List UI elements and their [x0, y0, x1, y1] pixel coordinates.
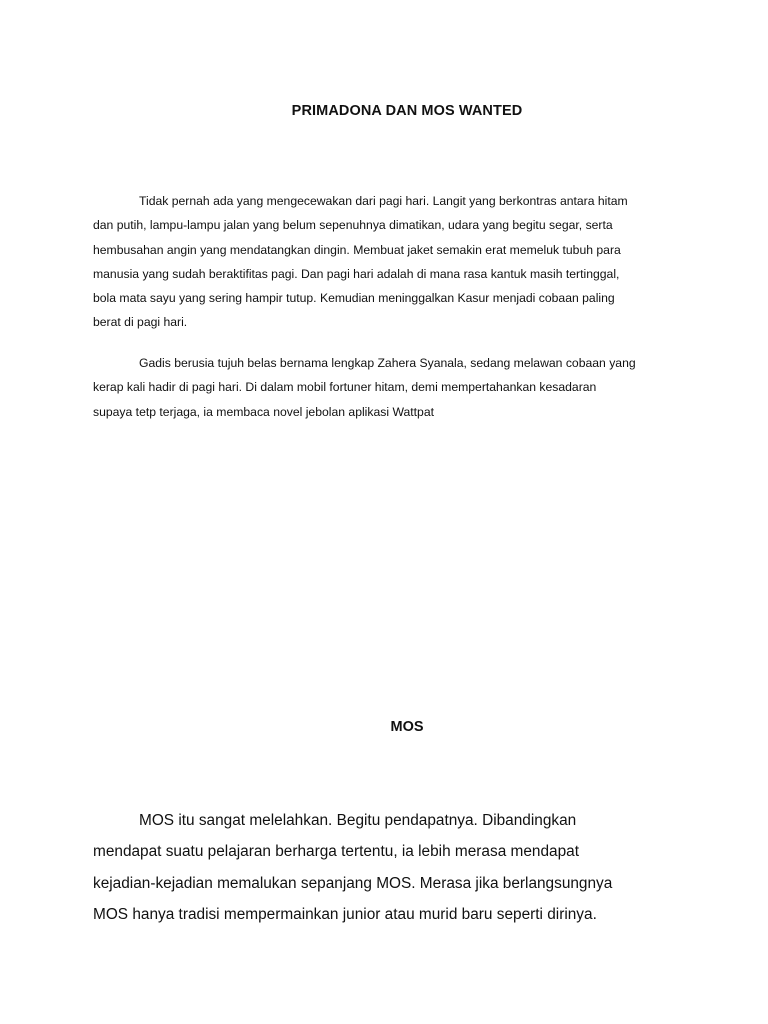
paragraph-line: MOS itu sangat melelahkan. Begitu pendapatnya. Dibandingkan: [139, 812, 577, 829]
document-title: PRIMADONA DAN MOS WANTED: [291, 103, 523, 119]
paragraph-line: manusia yang sudah beraktifitas pagi. Dan pagi hari adalah di mana rasa kantuk masih tertinggal,: [93, 266, 620, 281]
paragraph-line: hembusahan angin yang mendatangkan dingin. Membuat jaket semakin erat memeluk tubuh para: [93, 242, 621, 257]
paragraph-2: [93, 351, 665, 424]
paragraph-line: berat di pagi hari.: [93, 315, 188, 330]
section-title: MOS: [390, 719, 424, 735]
paragraph-line: supaya tetp terjaga, ia membaca novel jebolan aplikasi Wattpat: [93, 404, 434, 419]
paragraph-line: mendapat suatu pelajaran berharga tertentu, ia lebih merasa mendapat: [93, 843, 579, 861]
paragraph-line: Tidak pernah ada yang mengecewakan dari pagi hari. Langit yang berkontras antara hitam: [139, 194, 628, 208]
paragraph-line: dan putih, lampu-lampu jalan yang belum sepenuhnya dimatikan, udara yang begitu segar, serta: [93, 218, 613, 233]
paragraph-line: Gadis berusia tujuh belas bernama lengkap Zahera Syanala, sedang melawan cobaan yang: [139, 356, 636, 370]
paragraph-1: [93, 189, 665, 335]
paragraph-line: kejadian-kejadian memalukan sepanjang MOS. Merasa jika berlangsungnya: [93, 874, 613, 892]
section-paragraph-1: [93, 805, 665, 930]
paragraph-line: MOS hanya tradisi mempermainkan junior atau murid baru seperti dirinya.: [93, 905, 597, 923]
paragraph-line: kerap kali hadir di pagi hari. Di dalam mobil fortuner hitam, demi mempertahankan kesadaran: [93, 380, 597, 395]
paragraph-line: bola mata sayu yang sering hampir tutup. Kemudian meninggalkan Kasur menjadi cobaan paling: [93, 291, 615, 306]
